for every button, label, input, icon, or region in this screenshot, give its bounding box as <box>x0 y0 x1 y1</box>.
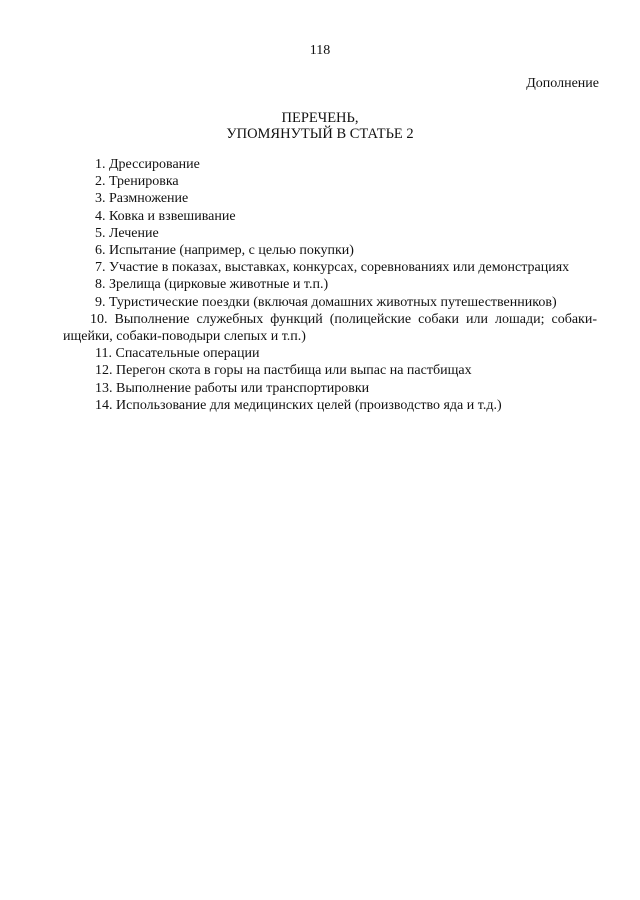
page-number: 118 <box>309 43 331 58</box>
document-title-line-1: ПЕРЕЧЕНЬ, <box>281 110 359 126</box>
list-item: 8. Зрелища (цирковые животные и т.п.) <box>95 277 329 293</box>
document-title <box>0 110 640 142</box>
appendix-label: Дополнение <box>526 76 599 91</box>
list-item: 12. Перегон скота в горы на пастбища или выпас на пастбищах <box>95 363 472 379</box>
list-item: 6. Испытание (например, с целью покупки) <box>95 243 354 259</box>
list-item: 7. Участие в показах, выставках, конкурсах, соревнованиях или демонстрациях <box>95 260 570 276</box>
list-item: 3. Размножение <box>95 191 189 207</box>
list-item: 2. Тренировка <box>95 174 179 190</box>
list-item: 10. Выполнение служебных функций (полицейские собаки или лошади; собаки-ищейки, собаки-поводыри слепых и т.п.) <box>63 311 597 345</box>
item-list <box>63 156 597 414</box>
list-item: 5. Лечение <box>95 225 159 241</box>
list-item: 9. Туристические поездки (включая домашних животных путешественников) <box>95 294 557 310</box>
list-item: 11. Спасательные операции <box>95 346 260 362</box>
document-title-line-2: УПОМЯНУТЫЙ В СТАТЬЕ 2 <box>226 126 414 142</box>
list-item: 4. Ковка и взвешивание <box>95 208 236 224</box>
list-item: 14. Использование для медицинских целей (производство яда и т.д.) <box>95 397 502 413</box>
list-item: 1. Дрессирование <box>95 157 200 172</box>
list-item: 13. Выполнение работы или транспортировки <box>95 380 370 396</box>
